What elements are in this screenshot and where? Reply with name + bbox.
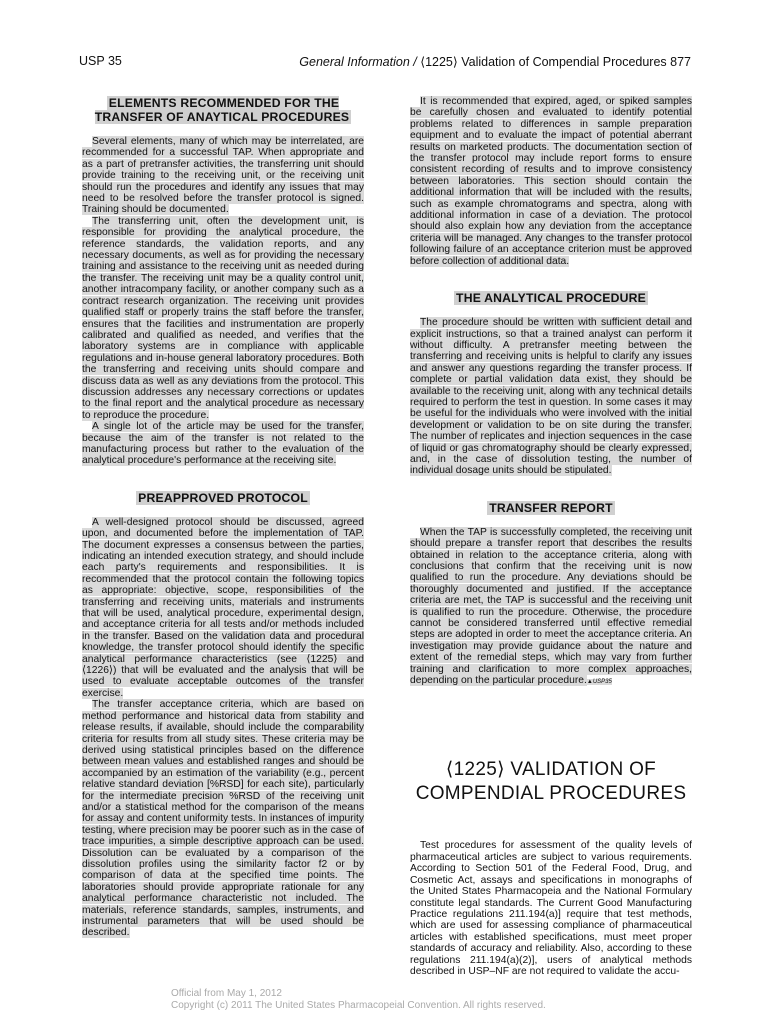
header-chapter-page: ⟨1225⟩ Validation of Compendial Procedures 877 (416, 55, 691, 69)
paragraph: Several elements, many of which may be interrelated, are recommended for a successful TAP. When appropriate and as a part of pretransfer activities, the transferring unit should provide training to the receiving unit, or the receiving unit should run the procedures and identify any issues that may need to be resolved before the transfer protocol is signed. Training should be documented. (82, 136, 364, 216)
heading-transfer-report: TRANSFER REPORT (489, 500, 613, 515)
paragraph: When the TAP is successfully completed, the receiving unit should prepare a transfer report that describes the results obtained in relation to the acceptance criteria, along with conclusions that confirm that the receiving unit is now qualified to run the procedure. Any deviations should be thoroughly documented and justified. If the acceptance criteria are met, the TAP is successful and the receiving unit is qualified to run the procedure. Otherwise, the procedure cannot be considered transferred until effective remedial steps are adopted in order to meet the acceptance criteria. An investigation may provide guidance about the nature and extent of the remedial steps, which may vary from further training and clarification to more complex approaches, depending on the particular procedure.▲USP35 (410, 526, 692, 687)
footer-copyright: Copyright (c) 2011 The United States Pharmacopeial Convention. All rights reserved. (171, 1000, 546, 1011)
header-chapter-title (299, 54, 691, 69)
paragraph: Test procedures for assessment of the quality levels of pharmaceutical articles are subject to various requirements. According to Section 501 of the Federal Food, Drug, and Cosmetic Act, assays and specifications in monographs of the United States Pharmacopeia and the National Formulary constitute legal standards. The Current Good Manufacturing Practice regulations 211.194(a)] require that test methods, which are used for assessing compliance of pharmaceutical articles with established specifications, must meet proper standards of accuracy and reliability. Also, according to these regulations 211.194(a)(2)], users of analytical methods described in USP–NF are not required to validate the accu- (410, 840, 692, 977)
chapter-title-line-2: COMPENDIAL PROCEDURES (415, 783, 687, 805)
header-usp-edition: USP 35 (79, 54, 122, 68)
heading-preapproved-protocol: PREAPPROVED PROTOCOL (138, 490, 308, 505)
heading-analytical-procedure: THE ANALYTICAL PROCEDURE (456, 291, 646, 306)
paragraph: The procedure should be written with sufficient detail and explicit instructions, so that a trained analyst can perform it without difficulty. A pretransfer meeting between the transferring and receiving units is helpful to clarify any issues and answer any questions regarding the transfer process. If complete or partial validation data exist, they should be available to the receiving unit, along with any technical details required to perform the test in question. In some cases it may be useful for the individuals who were involved with the initial development or validation to be on site during the transfer. The number of replicates and injection sequences in the case of liquid or gas chromatography should be clearly expressed, and, in the case of dissolution testing, the number of individual dosage units should be stipulated. (410, 317, 692, 477)
paragraph: A well-designed protocol should be discussed, agreed upon, and documented before the implementation of TAP. The document expresses a consensus between the parties, indicating an intended execution strategy, and should include each party's requirements and responsibilities. It is recommended that the protocol contain the following topics as appropriate: objective, scope, responsibilities of the transferring and receiving units, materials and instruments that will be used, analytical procedure, experimental design, and acceptance criteria for all tests and/or methods included in the transfer. Based on the validation data and procedural knowledge, the transfer protocol should identify the specific analytical performance characteristics (see ⟨1225⟩ and ⟨1226⟩) that will be evaluated and the analysis that will be used to evaluate acceptable outcomes of the transfer exercise. (82, 516, 364, 699)
header-general-information: General Information / (299, 55, 417, 69)
right-column (410, 96, 692, 977)
usp35-revision-mark: ▲USP35 (586, 679, 612, 686)
paragraph: The transferring unit, often the development unit, is responsible for providing the analytical procedure, the reference standards, the validation reports, and any necessary documents, as well as for providing the necessary training and assistance to the receiving unit as needed during the transfer. The receiving unit may be a quality control unit, another intracompany facility, or another company such as a contract research organization. The receiving unit provides qualified staff or properly trains the staff before the transfer, ensures that the facilities and instrumentation are properly calibrated and qualified as needed, and verifies that the laboratory systems are in compliance with applicable regulations and in-house general laboratory procedures. Both the transferring and receiving units should compare and discuss data as well as any deviations from the protocol. This discussion addresses any necessary corrections or updates to the final report and the analytical procedure as necessary to reproduce the procedure. (82, 215, 364, 421)
footer-official-date: Official from May 1, 2012 (171, 988, 282, 999)
paragraph: It is recommended that expired, aged, or spiked samples be carefully chosen and evaluated to identify potential problems related to differences in sample preparation equipment and to evaluate the impact of potential aberrant results on marketed products. The documentation section of the transfer protocol may include report forms to ensure consistent recording of results and to improve consistency between laboratories. This section should contain the additional information that will be included with the results, such as example chromatograms and spectra, along with additional information in case of a deviation. The protocol should also explain how any deviation from the acceptance criteria will be managed. Any changes to the transfer protocol following failure of an acceptance criterion must be approved before collection of additional data. (410, 96, 692, 267)
chapter-title (410, 758, 692, 806)
left-column (82, 96, 364, 939)
paragraph: A single lot of the article may be used for the transfer, because the aim of the transfer is not related to the manufacturing process but rather to the evaluation of the analytical procedure's performance at the receiving site. (82, 421, 364, 467)
footer-watermark (171, 988, 546, 1012)
heading-elements-recommended: ELEMENTS RECOMMENDED FOR THE TRANSFER OF ANAYTICAL PROCEDURES (94, 96, 350, 124)
chapter-title-line-1: ⟨1225⟩ VALIDATION OF (445, 759, 657, 781)
paragraph: The transfer acceptance criteria, which are based on method performance and historical data from stability and release results, if available, should include the comparability criteria for results from all study sites. These criteria may be derived using statistical principles based on the difference between mean values and established ranges and should be accompanied by an estimation of the variability (e.g., percent relative standard deviation [%RSD] for each site), particularly for the intermediate precision %RSD of the receiving unit and/or a statistical method for the comparison of the means for assay and content uniformity tests. In instances of impurity testing, where precision may be poorer such as in the case of trace impurities, a simple descriptive approach can be used. Dissolution can be evaluated by a comparison of the dissolution profiles using the similarity factor f2 or by comparison of data at the specified time points. The laboratories should provide appropriate rationale for any analytical performance characteristic not included. The materials, reference standards, samples, instruments, and instrumental parameters that will be used should be described. (82, 699, 364, 939)
running-header (79, 54, 691, 72)
